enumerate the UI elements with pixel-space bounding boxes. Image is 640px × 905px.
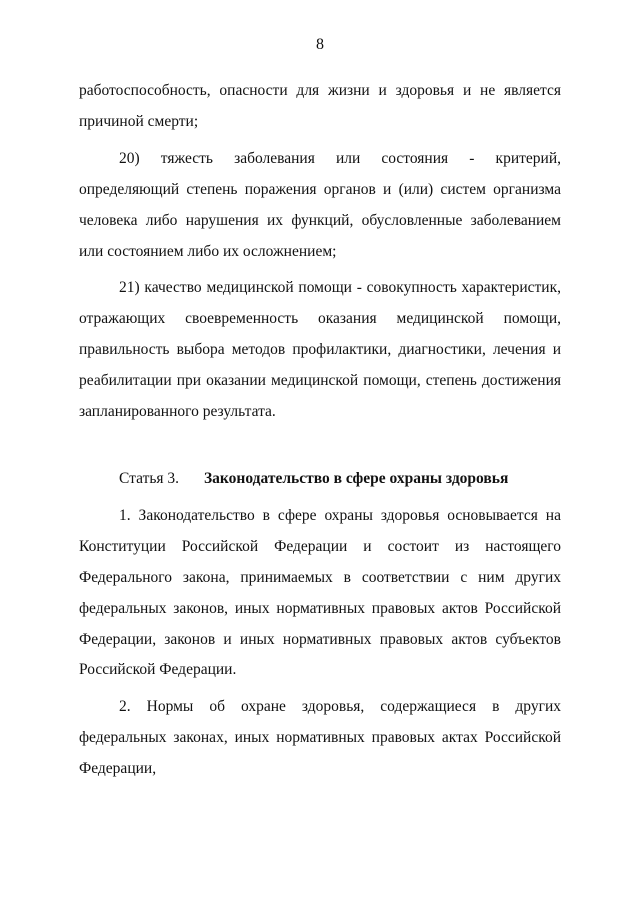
article-label: Статья 3. bbox=[119, 469, 180, 487]
article-paragraph-2: 2. Нормы об охране здоровья, содержащиеся в других федеральных законах, иных нормативных правовых актах Российской Федерации, bbox=[79, 698, 561, 778]
paragraph-continuation: работоспособность, опасности для жизни и здоровья и не является причиной смерти; bbox=[79, 82, 561, 130]
paragraph-item-20: 20) тяжесть заболевания или состояния - критерий, определяющий степень поражения органов и (или) систем организма человека либо нарушения их функций, обусловленные заболеванием или состоянием либо их осложнением; bbox=[79, 149, 561, 260]
page-number: 8 bbox=[316, 36, 324, 53]
article-heading bbox=[79, 464, 561, 495]
document-body bbox=[79, 76, 561, 785]
paragraph-item-21: 21) качество медицинской помощи - совокупность характеристик, отражающих своевременность оказания медицинской помощи, правильность выбора методов профилактики, диагностики, лечения и реабилитации при оказании медицинской помощи, степень достижения запланированного результата. bbox=[79, 279, 561, 421]
article-title: Законодательство в сфере охраны здоровья bbox=[204, 469, 509, 487]
article-paragraph-1: 1. Законодательство в сфере охраны здоровья основывается на Конституции Российской Федерации и состоит из настоящего Федерального закона, принимаемых в соответствии с ним других федеральных законов, иных нормативных правовых актов Российской Федерации, законов и иных нормативных правовых актов субъектов Российской Федерации. bbox=[79, 506, 561, 679]
